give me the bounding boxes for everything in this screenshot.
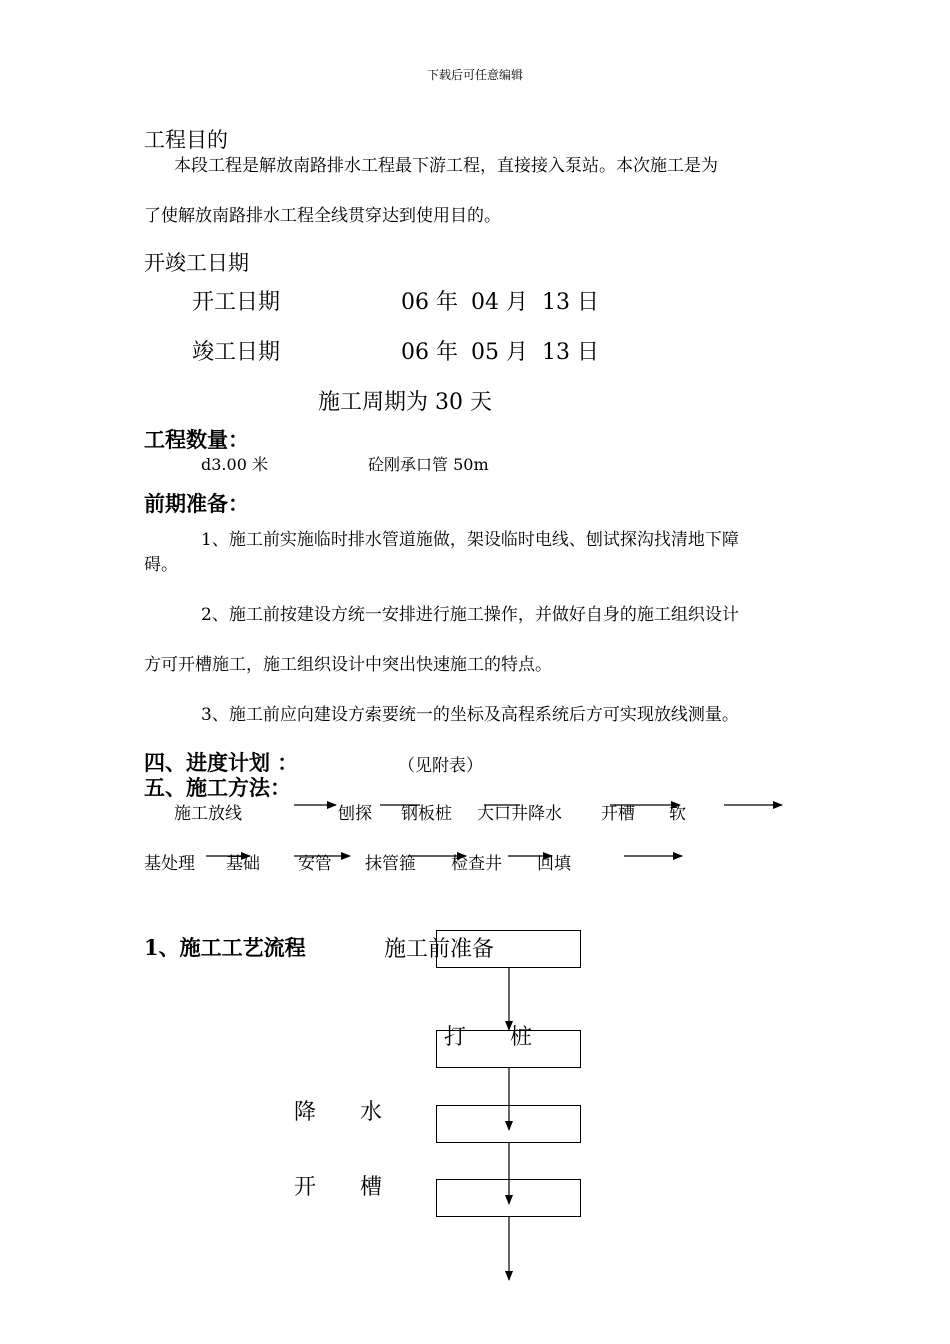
start-date-label: 开工日期 (192, 290, 281, 315)
flow-step-dewater: 降 水 (294, 1100, 383, 1125)
flow-step-trench: 开 槽 (294, 1175, 383, 1200)
method-step: 大口井降水 (477, 804, 562, 824)
plan-heading: 四、进度计划 ： (144, 750, 299, 775)
method-step: 基处理 (144, 854, 195, 874)
method-step: 基础 (226, 854, 260, 874)
method-step: 软 (669, 804, 686, 824)
quantity-length: d3.00 米 (201, 455, 268, 474)
prep-item-3: 3、施工前应向建设方索要统一的坐标及高程系统后方可实现放线测量。 (201, 705, 739, 725)
schedule-heading: 开竣工日期 (144, 251, 249, 275)
method-step: 安管 (298, 854, 332, 874)
objective-line-1: 本段工程是解放南路排水工程最下游工程，直接接入泵站。本次施工是为 (174, 156, 718, 176)
page-header: 下载后可任意编辑 (426, 68, 523, 82)
prep-item-1-line-1: 1、施工前实施临时排水管道施做，架设临时电线、刨试探沟找清地下障 (201, 530, 739, 550)
end-month: 05 月 (471, 340, 528, 365)
flow-step-pile: 打 桩 (444, 1025, 533, 1050)
method-step: 回填 (537, 854, 571, 874)
quantity-pipe: 砼刚承口管 50m (368, 455, 489, 474)
method-heading: 五、施工方法： (144, 775, 291, 800)
prep-heading: 前期准备： (144, 491, 249, 516)
objective-line-2: 了使解放南路排水工程全线贯穿达到使用目的。 (144, 206, 501, 226)
start-month: 04 月 (471, 290, 528, 315)
end-day: 13 日 (542, 340, 599, 365)
start-year: 06 年 (401, 290, 458, 315)
method-step: 检查井 (451, 854, 502, 874)
prep-item-2-line-1: 2、施工前按建设方统一安排进行施工操作，并做好自身的施工组织设计 (201, 605, 739, 625)
method-step: 开槽 (601, 804, 635, 824)
method-step: 钢板桩 (401, 804, 452, 824)
method-step: 抹管箍 (365, 854, 416, 874)
objective-heading: 工程目的 (144, 128, 228, 152)
end-year: 06 年 (401, 340, 458, 365)
method-step: 施工放线 (174, 804, 242, 824)
prep-item-2-line-2: 方可开槽施工，施工组织设计中突出快速施工的特点。 (144, 655, 552, 675)
end-date-label: 竣工日期 (192, 340, 281, 365)
flow-step-prep: 施工前准备 (384, 937, 495, 962)
start-day: 13 日 (542, 290, 599, 315)
plan-note: （见附表） (398, 756, 483, 776)
flow-heading: 1、施工工艺流程 (144, 935, 306, 960)
method-step: 刨探 (338, 804, 372, 824)
prep-item-1-line-2: 碍。 (144, 555, 178, 575)
construction-period: 施工周期为 30 天 (318, 390, 492, 415)
quantity-heading: 工程数量： (144, 427, 249, 452)
